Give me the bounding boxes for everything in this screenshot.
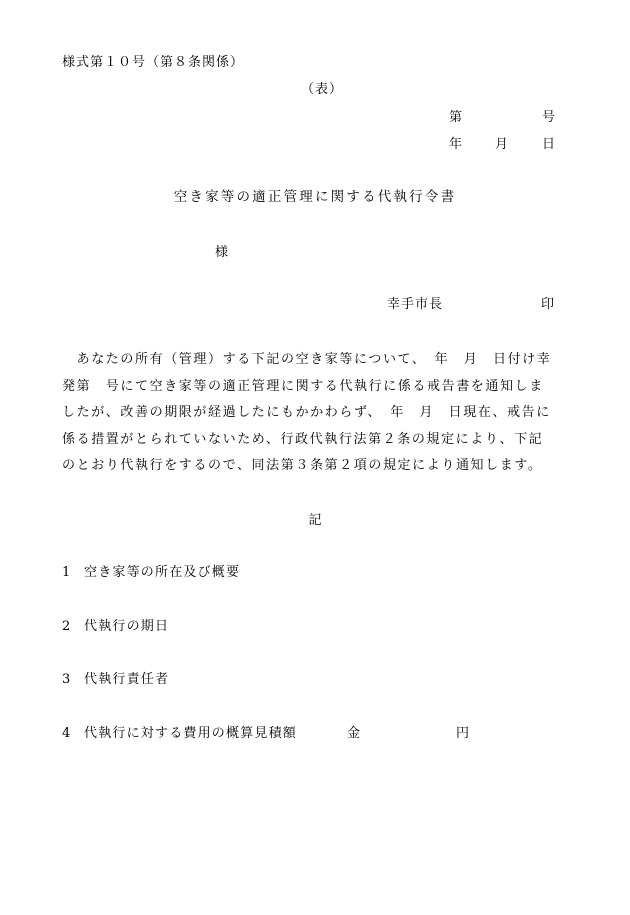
- list-item-number: 4: [62, 726, 72, 741]
- list-item-text: 代執行の期日: [84, 619, 170, 634]
- seal-mark: 印: [541, 297, 555, 312]
- form-label: 様式第１０号（第８条関係）: [62, 55, 245, 70]
- list-item: [62, 727, 297, 740]
- body-line: したが、改善の期限が経過したにもかかわらず、 年 月 日現在、戒告に: [62, 405, 551, 420]
- body-line: あなたの所有（管理）する下記の空き家等について、 年 月 日付け幸: [62, 352, 552, 367]
- list-item-text: 代執行責任者: [84, 672, 170, 687]
- list-item: [62, 620, 169, 633]
- doc-number-prefix: 第: [449, 110, 463, 125]
- list-item-text: 空き家等の所在及び概要: [84, 565, 241, 580]
- sender-name: 幸手市長: [387, 297, 444, 312]
- doc-number-suffix: 号: [542, 110, 556, 125]
- body-line: 係る措置がとられていないため、行政代執行法第２条の規定により、下記: [62, 431, 544, 447]
- list-item: [62, 566, 240, 579]
- list-item-number: 1: [62, 565, 72, 580]
- list-item: [62, 673, 169, 686]
- date-month-label: 月: [495, 137, 509, 152]
- body-line: のとおり代執行をするので、同法第３条第２項の規定により通知します。: [62, 458, 543, 473]
- document-title: 空き家等の適正管理に関する代執行令書: [173, 189, 457, 205]
- date-day-label: 日: [542, 137, 556, 152]
- ki-heading: 記: [308, 513, 322, 528]
- cost-yen-label: 円: [456, 726, 470, 741]
- cost-kin-label: 金: [347, 726, 361, 741]
- date-year-label: 年: [449, 137, 463, 152]
- list-item-number: 3: [62, 672, 72, 687]
- side-label: （表）: [301, 82, 344, 97]
- body-line: 発第 号にて空き家等の適正管理に関する代執行に係る戒告書を通知しま: [62, 378, 544, 394]
- body-paragraph: [62, 347, 572, 480]
- list-item-text: 代執行に対する費用の概算見積額: [84, 726, 298, 741]
- list-item-number: 2: [62, 619, 72, 634]
- addressee-suffix: 様: [215, 245, 229, 260]
